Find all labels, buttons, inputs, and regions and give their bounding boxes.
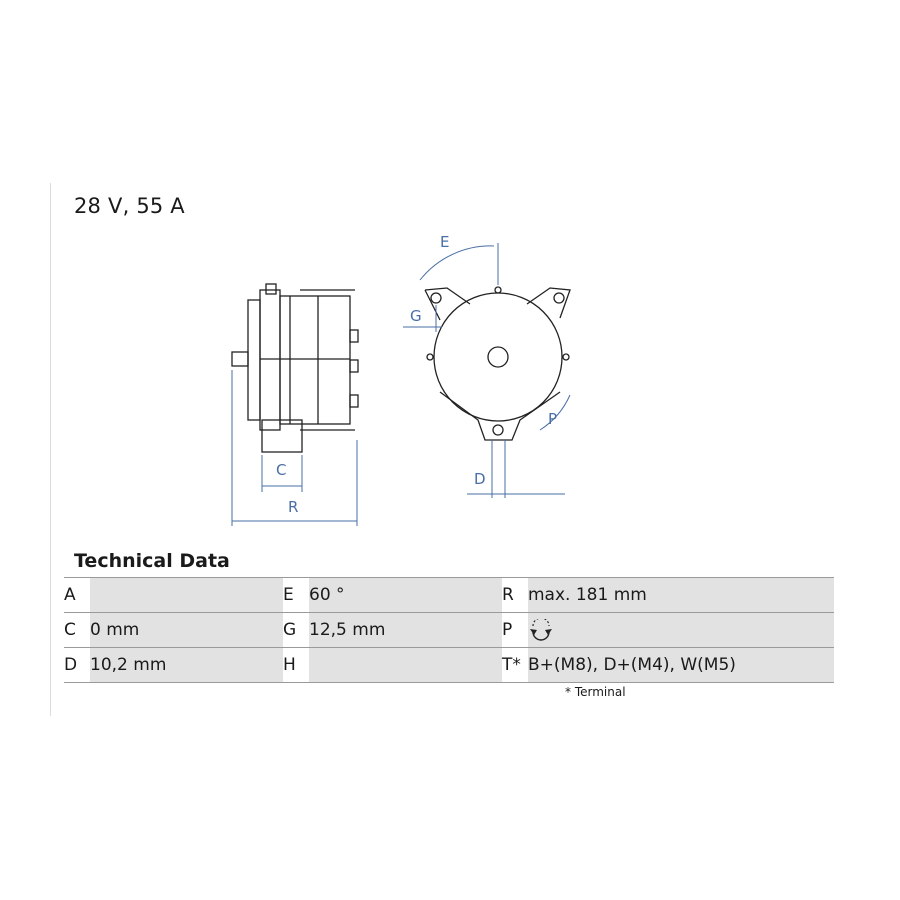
label-p: P [548, 410, 558, 428]
terminal-block [262, 420, 302, 452]
table-row [64, 613, 834, 648]
value-h [309, 648, 502, 683]
label-e: E [440, 233, 450, 251]
label-d: D [474, 470, 486, 488]
footnote: * Terminal [565, 685, 626, 699]
value-e: 60 ° [309, 578, 502, 613]
value-d: 10,2 mm [90, 648, 283, 683]
key-e: E [283, 578, 309, 613]
key-h: H [283, 648, 309, 683]
dimension-d [467, 440, 565, 498]
key-d: D [64, 648, 90, 683]
table-row [64, 648, 834, 683]
value-g: 12,5 mm [309, 613, 502, 648]
dimension-g [403, 305, 442, 332]
key-r: R [502, 578, 528, 613]
label-c: C [276, 461, 287, 479]
dimension-e [420, 243, 498, 285]
technical-data-table [64, 577, 834, 683]
key-t: T* [502, 648, 528, 683]
key-a: A [64, 578, 90, 613]
rear-cover [260, 290, 280, 430]
value-r: max. 181 mm [528, 578, 834, 613]
rear-housing [248, 300, 260, 420]
table-row [64, 578, 834, 613]
shaft-hole [488, 347, 508, 367]
value-p [528, 613, 834, 648]
product-rating: 28 V, 55 A [74, 194, 185, 218]
technical-data-title: Technical Data [74, 550, 230, 572]
value-c: 0 mm [90, 613, 283, 648]
side-view [232, 284, 358, 452]
value-t: B+(M8), D+(M4), W(M5) [528, 648, 834, 683]
front-housing [434, 293, 562, 421]
value-a [90, 578, 283, 613]
key-p: P [502, 613, 528, 648]
rotation-both-directions-icon [528, 619, 554, 641]
shaft-pulley [232, 352, 248, 366]
label-r: R [288, 498, 299, 516]
key-c: C [64, 613, 90, 648]
label-g: G [410, 307, 422, 325]
key-g: G [283, 613, 309, 648]
